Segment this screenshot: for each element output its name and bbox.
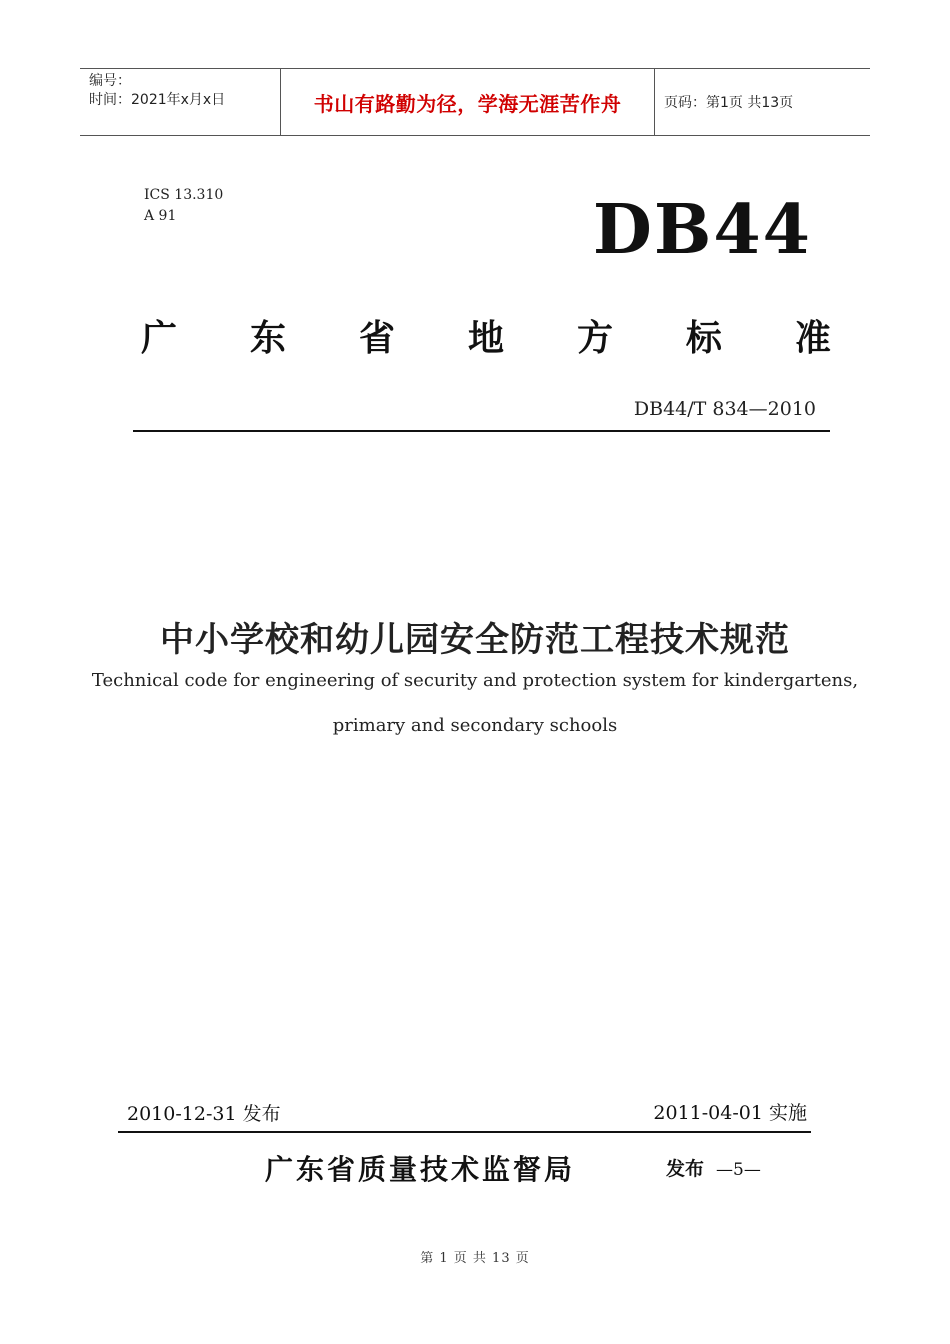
standard-type-char: 标 bbox=[685, 318, 722, 359]
title-english-line2: primary and secondary schools bbox=[332, 715, 618, 736]
issuing-authority: 广东省质量技术监督局 bbox=[265, 1153, 576, 1186]
header-motto: 书山有路勤为径，学海无涯苦作舟 bbox=[281, 69, 655, 135]
classification-codes bbox=[144, 185, 223, 227]
standard-type-char: 准 bbox=[794, 318, 831, 359]
standard-type-char: 东 bbox=[249, 318, 286, 359]
standard-type-heading bbox=[141, 310, 831, 361]
standard-number: DB44/T 834—2010 bbox=[633, 398, 816, 420]
document-time-label: 时间：2021年x月x日 bbox=[89, 92, 226, 108]
title-english-line1: Technical code for engineering of security and protection system for kindergartens, bbox=[91, 670, 859, 691]
document-header-table bbox=[80, 68, 870, 136]
issue-date: 2010-12-31 发布 bbox=[127, 1103, 281, 1125]
ccs-code: A 91 bbox=[144, 208, 177, 224]
ics-code: ICS 13.310 bbox=[144, 187, 224, 203]
issuer-suffix: 发布 bbox=[666, 1158, 705, 1180]
implementation-date: 2011-04-01 实施 bbox=[653, 1102, 807, 1124]
header-page-info: 页码：第1页 共13页 bbox=[664, 95, 794, 111]
standard-type-char: 地 bbox=[467, 318, 504, 359]
header-meta-cell bbox=[80, 69, 281, 135]
title-chinese: 中小学校和幼儿园安全防范工程技术规范 bbox=[160, 620, 790, 660]
standard-type-char: 省 bbox=[358, 318, 395, 359]
document-number-label: 编号： bbox=[89, 73, 131, 89]
standard-logo: DB44 bbox=[592, 190, 812, 270]
bottom-divider bbox=[118, 1131, 811, 1133]
top-divider bbox=[133, 430, 830, 432]
standard-type-char: 广 bbox=[141, 318, 178, 359]
inner-page-mark: —5— bbox=[716, 1160, 761, 1180]
standard-type-char: 方 bbox=[576, 318, 613, 359]
page-footer: 第 1 页 共 13 页 bbox=[420, 1251, 530, 1266]
